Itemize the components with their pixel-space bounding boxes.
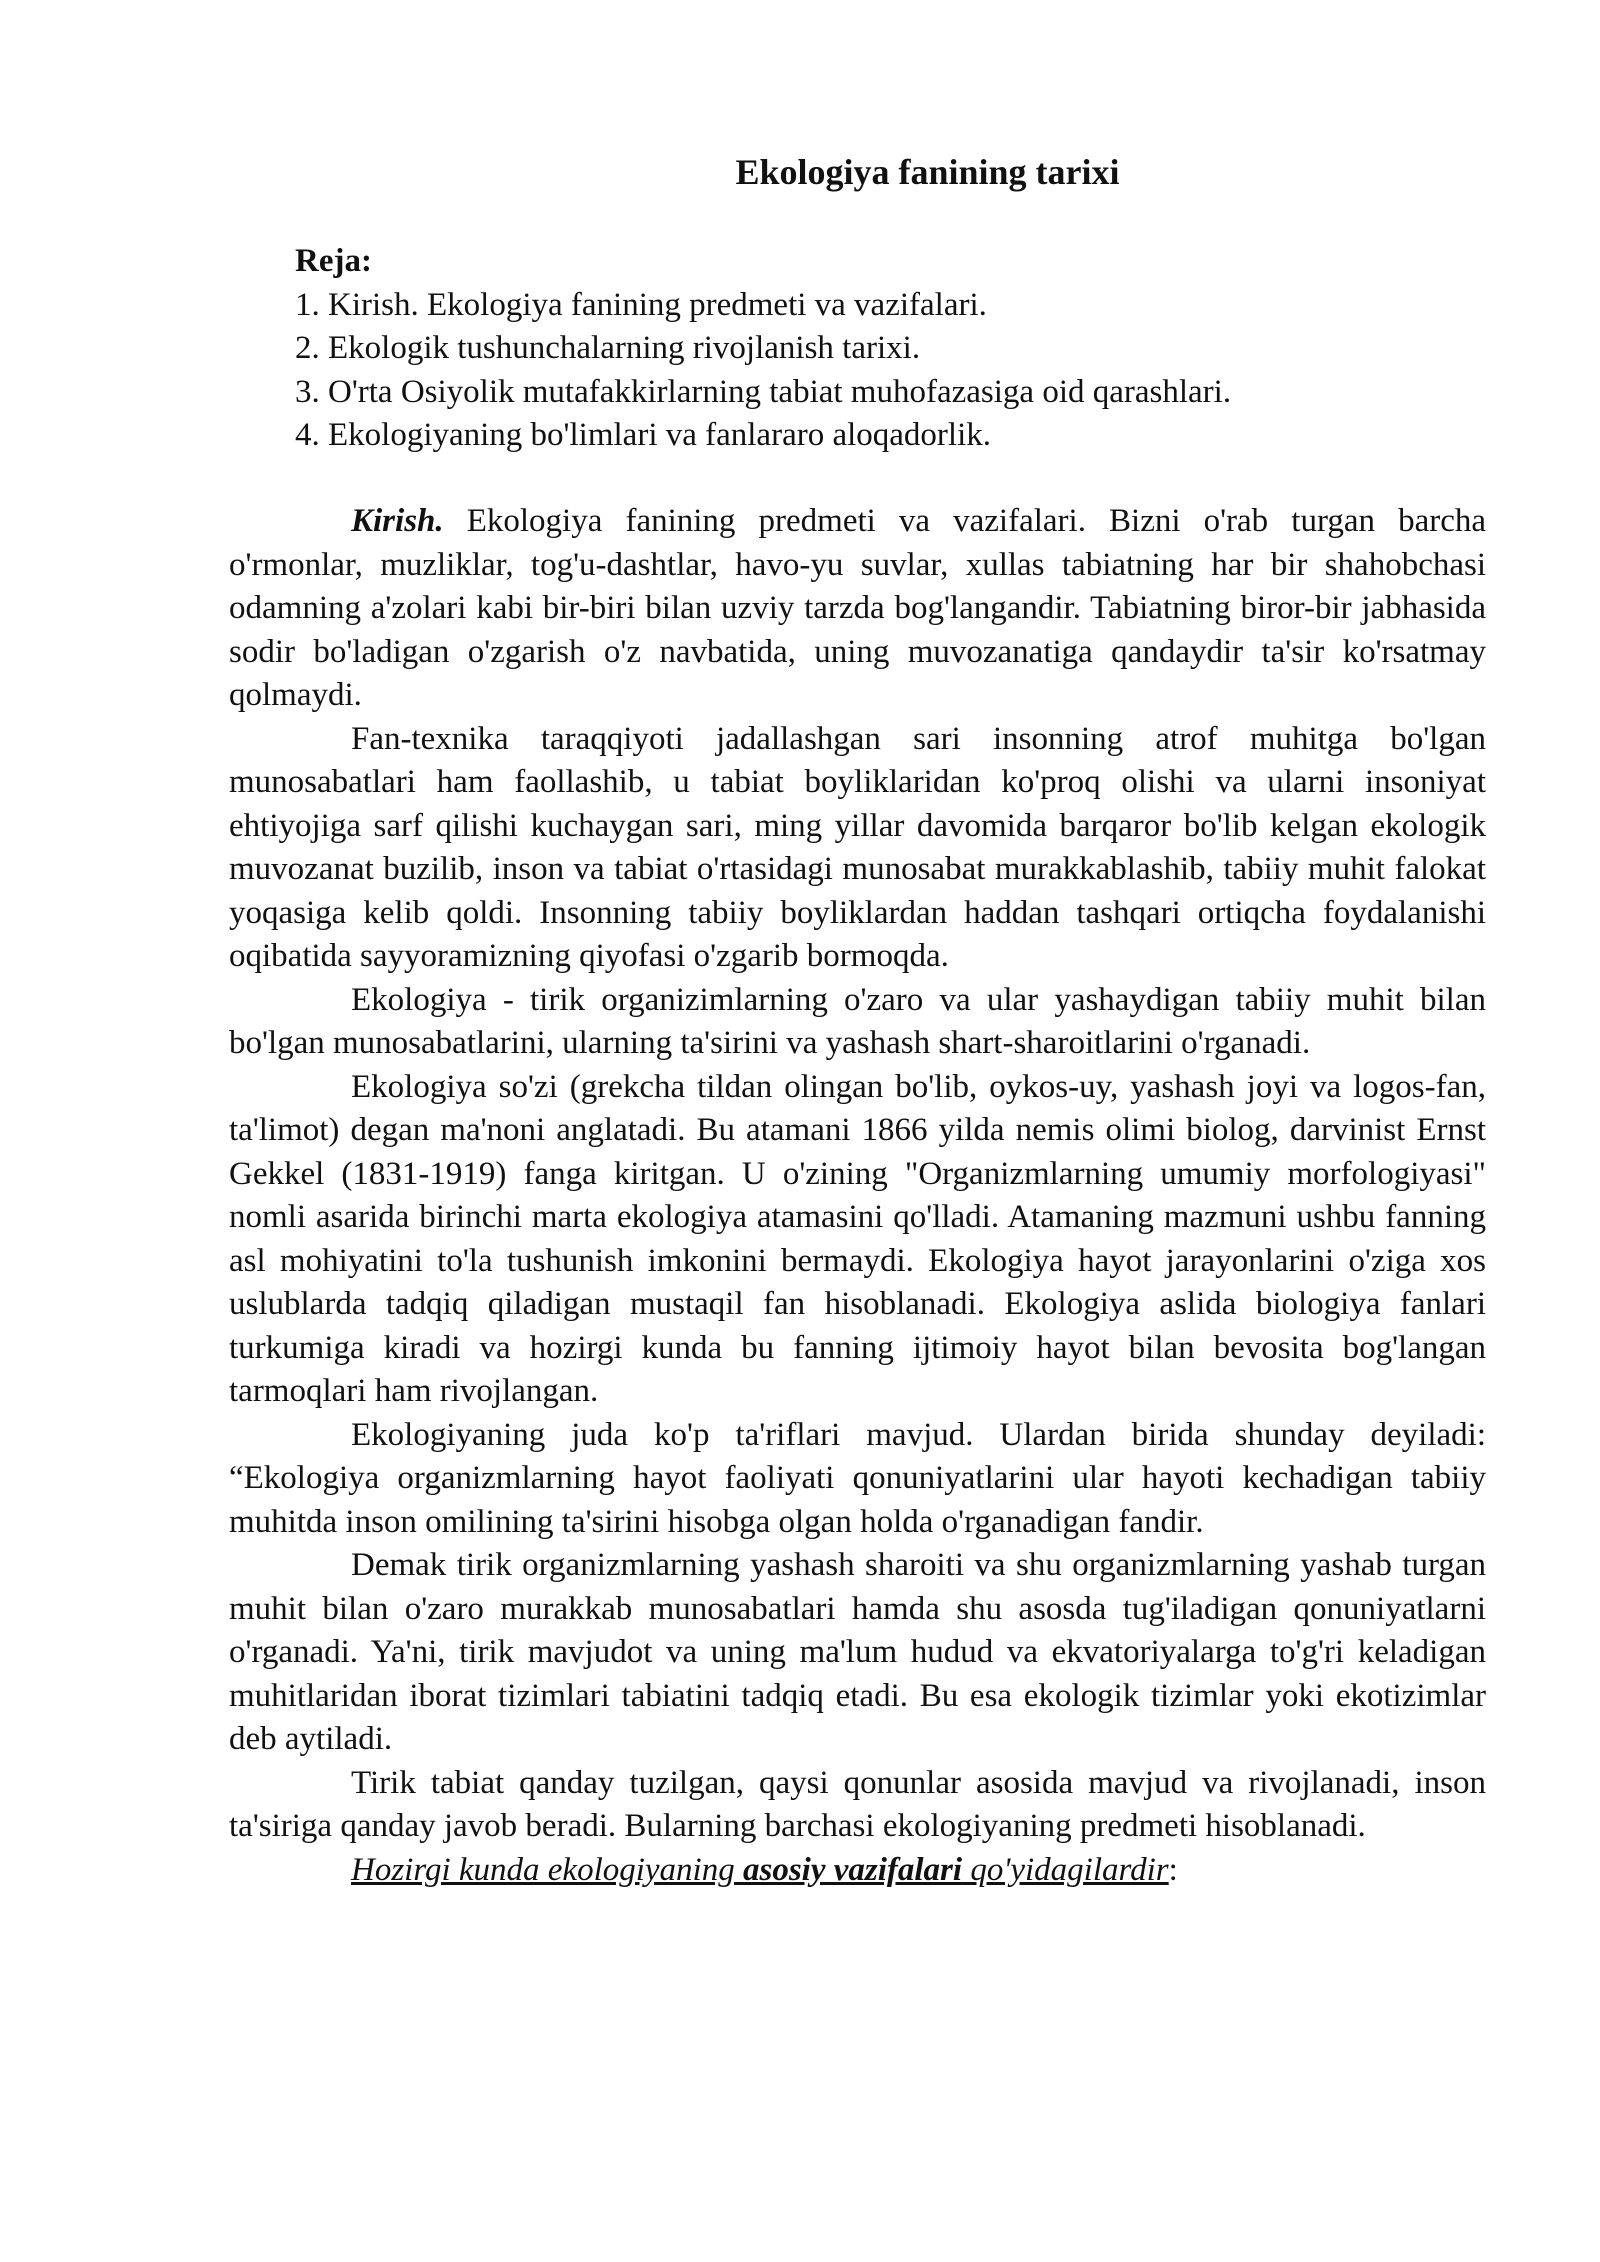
- document-title: Ekologiya fanining tarixi: [735, 152, 1120, 192]
- body-paragraph: Ekologiya - tirik organizimlarning o'zaro va ular yashaydigan tabiiy muhit bilan bo'lgan munosabatlarini, ularning ta'sirini va yashash shart-sharoitlarini o'rganadi.: [229, 981, 1486, 1061]
- tasks-emphasis: asosiy vazifalari: [742, 1851, 963, 1888]
- plan-item: 4. Ekologiyaning bo'limlari va fanlararo aloqadorlik.: [295, 417, 991, 453]
- body-text: [229, 500, 1486, 1892]
- body-paragraph: Demak tirik organizmlarning yashash sharoiti va shu organizmlarning yashab turgan muhit bilan o'zaro murakkab munosabatlari hamda shu asosda tug'iladigan qonuniyatlarni o'rganadi. Ya'ni, tirik mavjudot va uning ma'lum hudud va ekvatoriyalarga to'g'ri keladigan muhitlaridan iborat tizimlari tabiatini tadqiq etadi. Bu esa ekologik tizimlar yoki ekotizimlar deb aytiladi.: [229, 1547, 1486, 1757]
- plan-item: 1. Kirish. Ekologiya fanining predmeti va vazifalari.: [295, 286, 987, 323]
- body-paragraph: Ekologiyaning juda ko'p ta'riflari mavjud. Ulardan birida shunday deyiladi: “Ekologiya organizmlarning hayot faoliyati qonuniyatlarini ular hayoti kechadigan tabiiy muhitda inson omilining ta'sirini hisobga olgan holda o'rganadigan fandir.: [229, 1416, 1486, 1540]
- plan-heading: Reja:: [295, 243, 372, 279]
- plan-section: [295, 240, 1445, 458]
- tasks-before: Hozirgi kunda ekologiyaning: [351, 1851, 743, 1888]
- tasks-colon: :: [1168, 1851, 1178, 1888]
- tasks-paragraph: [229, 1849, 1486, 1893]
- body-paragraph: Fan-texnika taraqqiyoti jadallashgan sari insonning atrof muhitga bo'lgan munosabatlari ham faollashib, u tabiat boyliklaridan ko'proq olishi va ularni insoniyat ehtiyojiga sarf qilishi kuchaygan sari, ming yillar davomida barqaror bo'lib kelgan ekologik muvozanat buzilib, inson va tabiat o'rtasidagi munosabat murakkablashib, tabiiy muhit falokat yoqasiga kelib qoldi. Insonning tabiiy boyliklardan haddan tashqari ortiqcha foydalanishi oqibatida sayyoramizning qiyofasi o'zgarib bormoqda.: [229, 720, 1486, 974]
- body-paragraph: Tirik tabiat qanday tuzilgan, qaysi qonunlar asosida mavjud va rivojlanadi, inson ta'siriga qanday javob beradi. Bularning barchasi ekologiyaning predmeti hisoblanadi.: [229, 1764, 1486, 1844]
- tasks-after: qo'yidagilardir: [962, 1851, 1169, 1888]
- plan-item: 2. Ekologik tushunchalarning rivojlanish tarixi.: [295, 330, 921, 366]
- plan-list: [295, 284, 1445, 458]
- body-paragraph: Ekologiya so'zi (grekcha tildan olingan bo'lib, oykos-uy, yashash joyi va logos-fan, ta'limot) degan ma'noni anglatadi. Bu atamani 1866 yilda nemis olimi biolog, darvinist Ernst Gekkel (1831-1919) fanga kiritgan. U o'zining "Organizmlarning umumiy morfologiyasi" nomli asarida birinchi marta ekologiya atamasini qo'lladi. Atamaning mazmuni ushbu fanning asl mohiyatini to'la tushunish imkonini bermaydi. Ekologiya hayot jarayonlarini o'ziga xos uslublarda tadqiq qiladigan mustaqil fan hisoblanadi. Ekologiya aslida biologiya fanlari turkumiga kiradi va hozirgi kunda bu fanning ijtimoiy hayot bilan bevosita bog'langan tarmoqlari ham rivojlangan.: [229, 1068, 1486, 1409]
- intro-lead: Kirish.: [351, 503, 444, 539]
- plan-item: 3. O'rta Osiyolik mutafakkirlarning tabiat muhofazasiga oid qarashlari.: [295, 373, 1232, 410]
- intro-paragraph: [229, 500, 1486, 718]
- intro-text: Ekologiya fanining predmeti va vazifalari. Bizni o'rab turgan barcha o'rmonlar, muzliklar, tog'u-dashtlar, havo-yu suvlar, xullas tabiatning har bir shahobchasi odamning a'zolari kabi bir-biri bilan uzviy tarzda bog'langandir. Tabiatning biror-bir jabhasida sodir bo'ladigan o'zgarish o'z navbatida, uning muvozanatiga qandaydir ta'sir ko'rsatmay qolmaydi.: [229, 503, 1486, 713]
- tasks-intro: [351, 1852, 1169, 1888]
